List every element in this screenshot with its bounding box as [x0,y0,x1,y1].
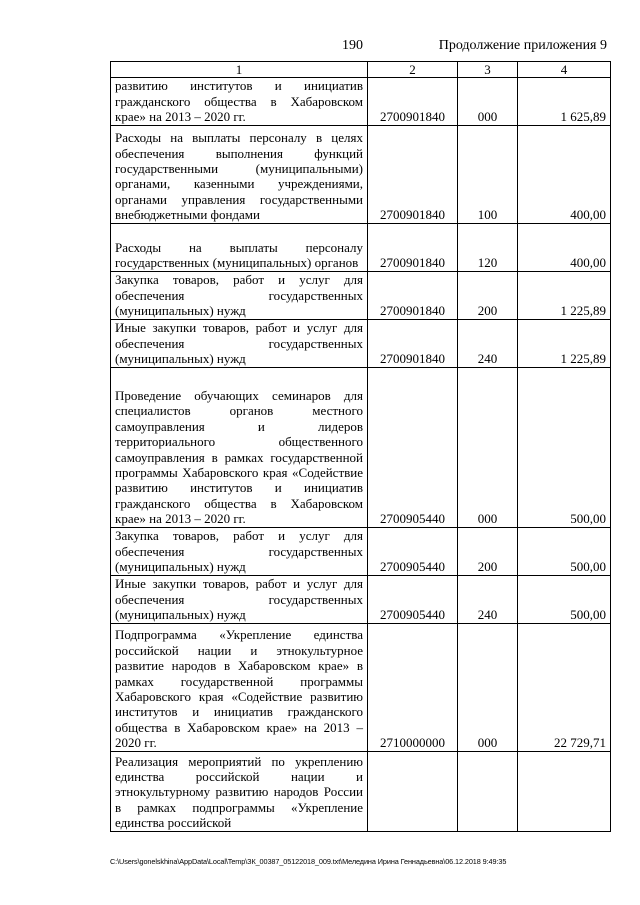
row-code: 2700905440 [368,575,458,623]
row-type: 120 [458,223,518,271]
row-code: 2700901840 [368,319,458,367]
row-type: 240 [458,575,518,623]
budget-table [110,61,611,832]
row-amount: 1 625,89 [518,78,611,125]
row-type: 240 [458,319,518,367]
row-type: 000 [458,367,518,527]
row-name: Расходы на выплаты персоналу в целях обеспечения выполнения функций государственными (муниципальными) органами, казенными учреждениями, органами управления государственными внебюджетными фондами [111,125,368,223]
row-type: 200 [458,527,518,575]
row-code: 2700901840 [368,125,458,223]
column-header-2: 2 [368,62,458,78]
row-code: 2700905440 [368,367,458,527]
row-type: 000 [458,78,518,125]
row-code: 2700901840 [368,271,458,319]
row-amount: 500,00 [518,575,611,623]
row-name: Закупка товаров, работ и услуг для обеспечения государственных (муниципальных) нужд [111,271,368,319]
row-amount [518,751,611,831]
column-header-4: 4 [518,62,611,78]
row-name: Подпрограмма «Укрепление единства российской нации и этнокультурное развитие народов в Хабаровском крае» в рамках государственной программы Хабаровского края «Содействие развитию институтов и инициатив гражданского общества в Хабаровском крае» на 2013 – 2020 гг. [111,623,368,751]
table-row [111,623,611,751]
row-code: 2700901840 [368,78,458,125]
table-row [111,751,611,831]
page-number: 190 [342,38,363,53]
row-type: 200 [458,271,518,319]
table-row [111,575,611,623]
row-amount: 500,00 [518,527,611,575]
row-name: Реализация мероприятий по укреплению единства российской нации и этнокультурному развитию народов России в рамках подпрограммы «Укрепление единства российской [111,751,368,831]
row-code [368,751,458,831]
footer-file-path: C:\Users\gonelskhina\AppData\Local\Temp\ЗК_00387_05122018_009.txt\Меледина Ирина Геннадьевна\06.12.2018 9:49:35 [110,857,507,866]
table-header-row [111,62,611,78]
row-name: Иные закупки товаров, работ и услуг для обеспечения государственных (муниципальных) нужд [111,575,368,623]
row-amount: 1 225,89 [518,319,611,367]
row-name: Расходы на выплаты персоналу государственных (муниципальных) органов [111,223,368,271]
row-name: Закупка товаров, работ и услуг для обеспечения государственных (муниципальных) нужд [111,527,368,575]
row-amount: 500,00 [518,367,611,527]
row-amount: 400,00 [518,125,611,223]
row-name: развитию институтов и инициатив гражданского общества в Хабаровском крае» на 2013 – 2020 гг. [111,78,368,125]
table-row [111,367,611,527]
row-name: Проведение обучающих семинаров для специалистов органов местного самоуправления и лидеров территориального общественного самоуправления в рамках государственной программы Хабаровского края «Содействие развитию институтов и инициатив гражданского общества в Хабаровском крае» на 2013 – 2020 гг. [111,367,368,527]
row-code: 2700901840 [368,223,458,271]
row-amount: 1 225,89 [518,271,611,319]
column-header-3: 3 [458,62,518,78]
row-code: 2700905440 [368,527,458,575]
continuation-label: Продолжение приложения 9 [438,38,607,53]
table-row [111,271,611,319]
table-row [111,78,611,125]
table-row [111,223,611,271]
table-row [111,319,611,367]
table-row [111,527,611,575]
row-type: 100 [458,125,518,223]
row-name: Иные закупки товаров, работ и услуг для обеспечения государственных (муниципальных) нужд [111,319,368,367]
row-amount: 400,00 [518,223,611,271]
column-header-1: 1 [111,62,368,78]
table-row [111,125,611,223]
row-code: 2710000000 [368,623,458,751]
row-amount: 22 729,71 [518,623,611,751]
row-type [458,751,518,831]
row-type: 000 [458,623,518,751]
